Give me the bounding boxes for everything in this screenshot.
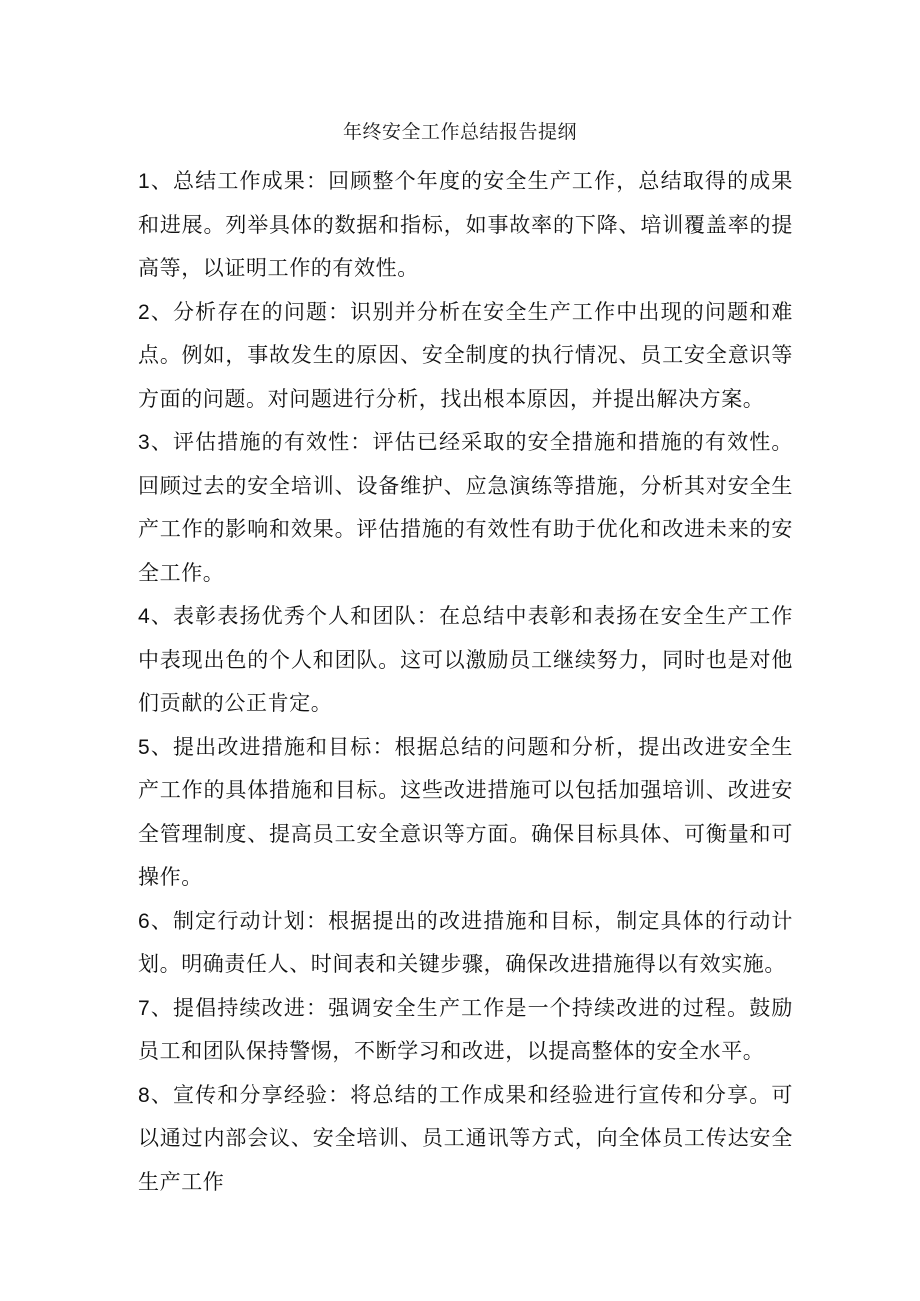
item-number: 3 bbox=[138, 431, 151, 454]
outline-item-3 bbox=[138, 421, 793, 595]
item-text: 、提倡持续改进：强调安全生产工作是一个持续改进的过程。鼓励员工和团队保持警惕，不断学习和改进，以提高整体的安全水平。 bbox=[138, 995, 793, 1063]
document-title: 年终安全工作总结报告提纲 bbox=[342, 121, 577, 143]
item-number: 2 bbox=[138, 300, 151, 324]
item-text: 、分析存在的问题：识别并分析在安全生产工作中出现的问题和难点。例如，事故发生的原因、安全制度的执行情况、员工安全意识等方面的问题。对问题进行分析，找出根本原因，并提出解决方案。 bbox=[138, 299, 793, 411]
outline-list bbox=[138, 160, 793, 1204]
outline-item-4 bbox=[138, 595, 793, 726]
item-number: 1 bbox=[138, 170, 151, 193]
outline-item-1 bbox=[138, 160, 793, 291]
item-text: 、评估措施的有效性：评估已经采取的安全措施和措施的有效性。回顾过去的安全培训、设备维护、应急演练等措施，分析其对安全生产工作的影响和效果。评估措施的有效性有助于优化和改进未来的安全工作。 bbox=[138, 430, 793, 585]
item-number: 8 bbox=[138, 1083, 151, 1107]
item-text: 、宣传和分享经验：将总结的工作成果和经验进行宣传和分享。可以通过内部会议、安全培训、员工通讯等方式，向全体员工传达安全生产工作 bbox=[138, 1082, 793, 1194]
item-number: 6 bbox=[138, 909, 151, 933]
outline-item-5 bbox=[138, 726, 793, 900]
outline-item-6 bbox=[138, 900, 793, 987]
item-text: 、提出改进措施和目标：根据总结的问题和分析，提出改进安全生产工作的具体措施和目标。这些改进措施可以包括加强培训、改进安全管理制度、提高员工安全意识等方面。确保目标具体、可衡量和可操作。 bbox=[138, 734, 793, 889]
item-text: 、制定行动计划：根据提出的改进措施和目标，制定具体的行动计划。明确责任人、时间表和关键步骤，确保改进措施得以有效实施。 bbox=[138, 908, 793, 976]
item-text: 、总结工作成果：回顾整个年度的安全生产工作，总结取得的成果和进展。列举具体的数据和指标，如事故率的下降、培训覆盖率的提高等，以证明工作的有效性。 bbox=[138, 169, 793, 280]
item-number: 7 bbox=[138, 996, 151, 1020]
item-text: 、表彰表扬优秀个人和团队：在总结中表彰和表扬在安全生产工作中表现出色的个人和团队。这可以激励员工继续努力，同时也是对他们贡献的公正肯定。 bbox=[138, 604, 793, 715]
outline-item-8 bbox=[138, 1074, 793, 1205]
outline-item-2 bbox=[138, 291, 793, 422]
outline-item-7 bbox=[138, 987, 793, 1074]
item-number: 5 bbox=[138, 735, 151, 759]
item-number: 4 bbox=[138, 605, 151, 628]
